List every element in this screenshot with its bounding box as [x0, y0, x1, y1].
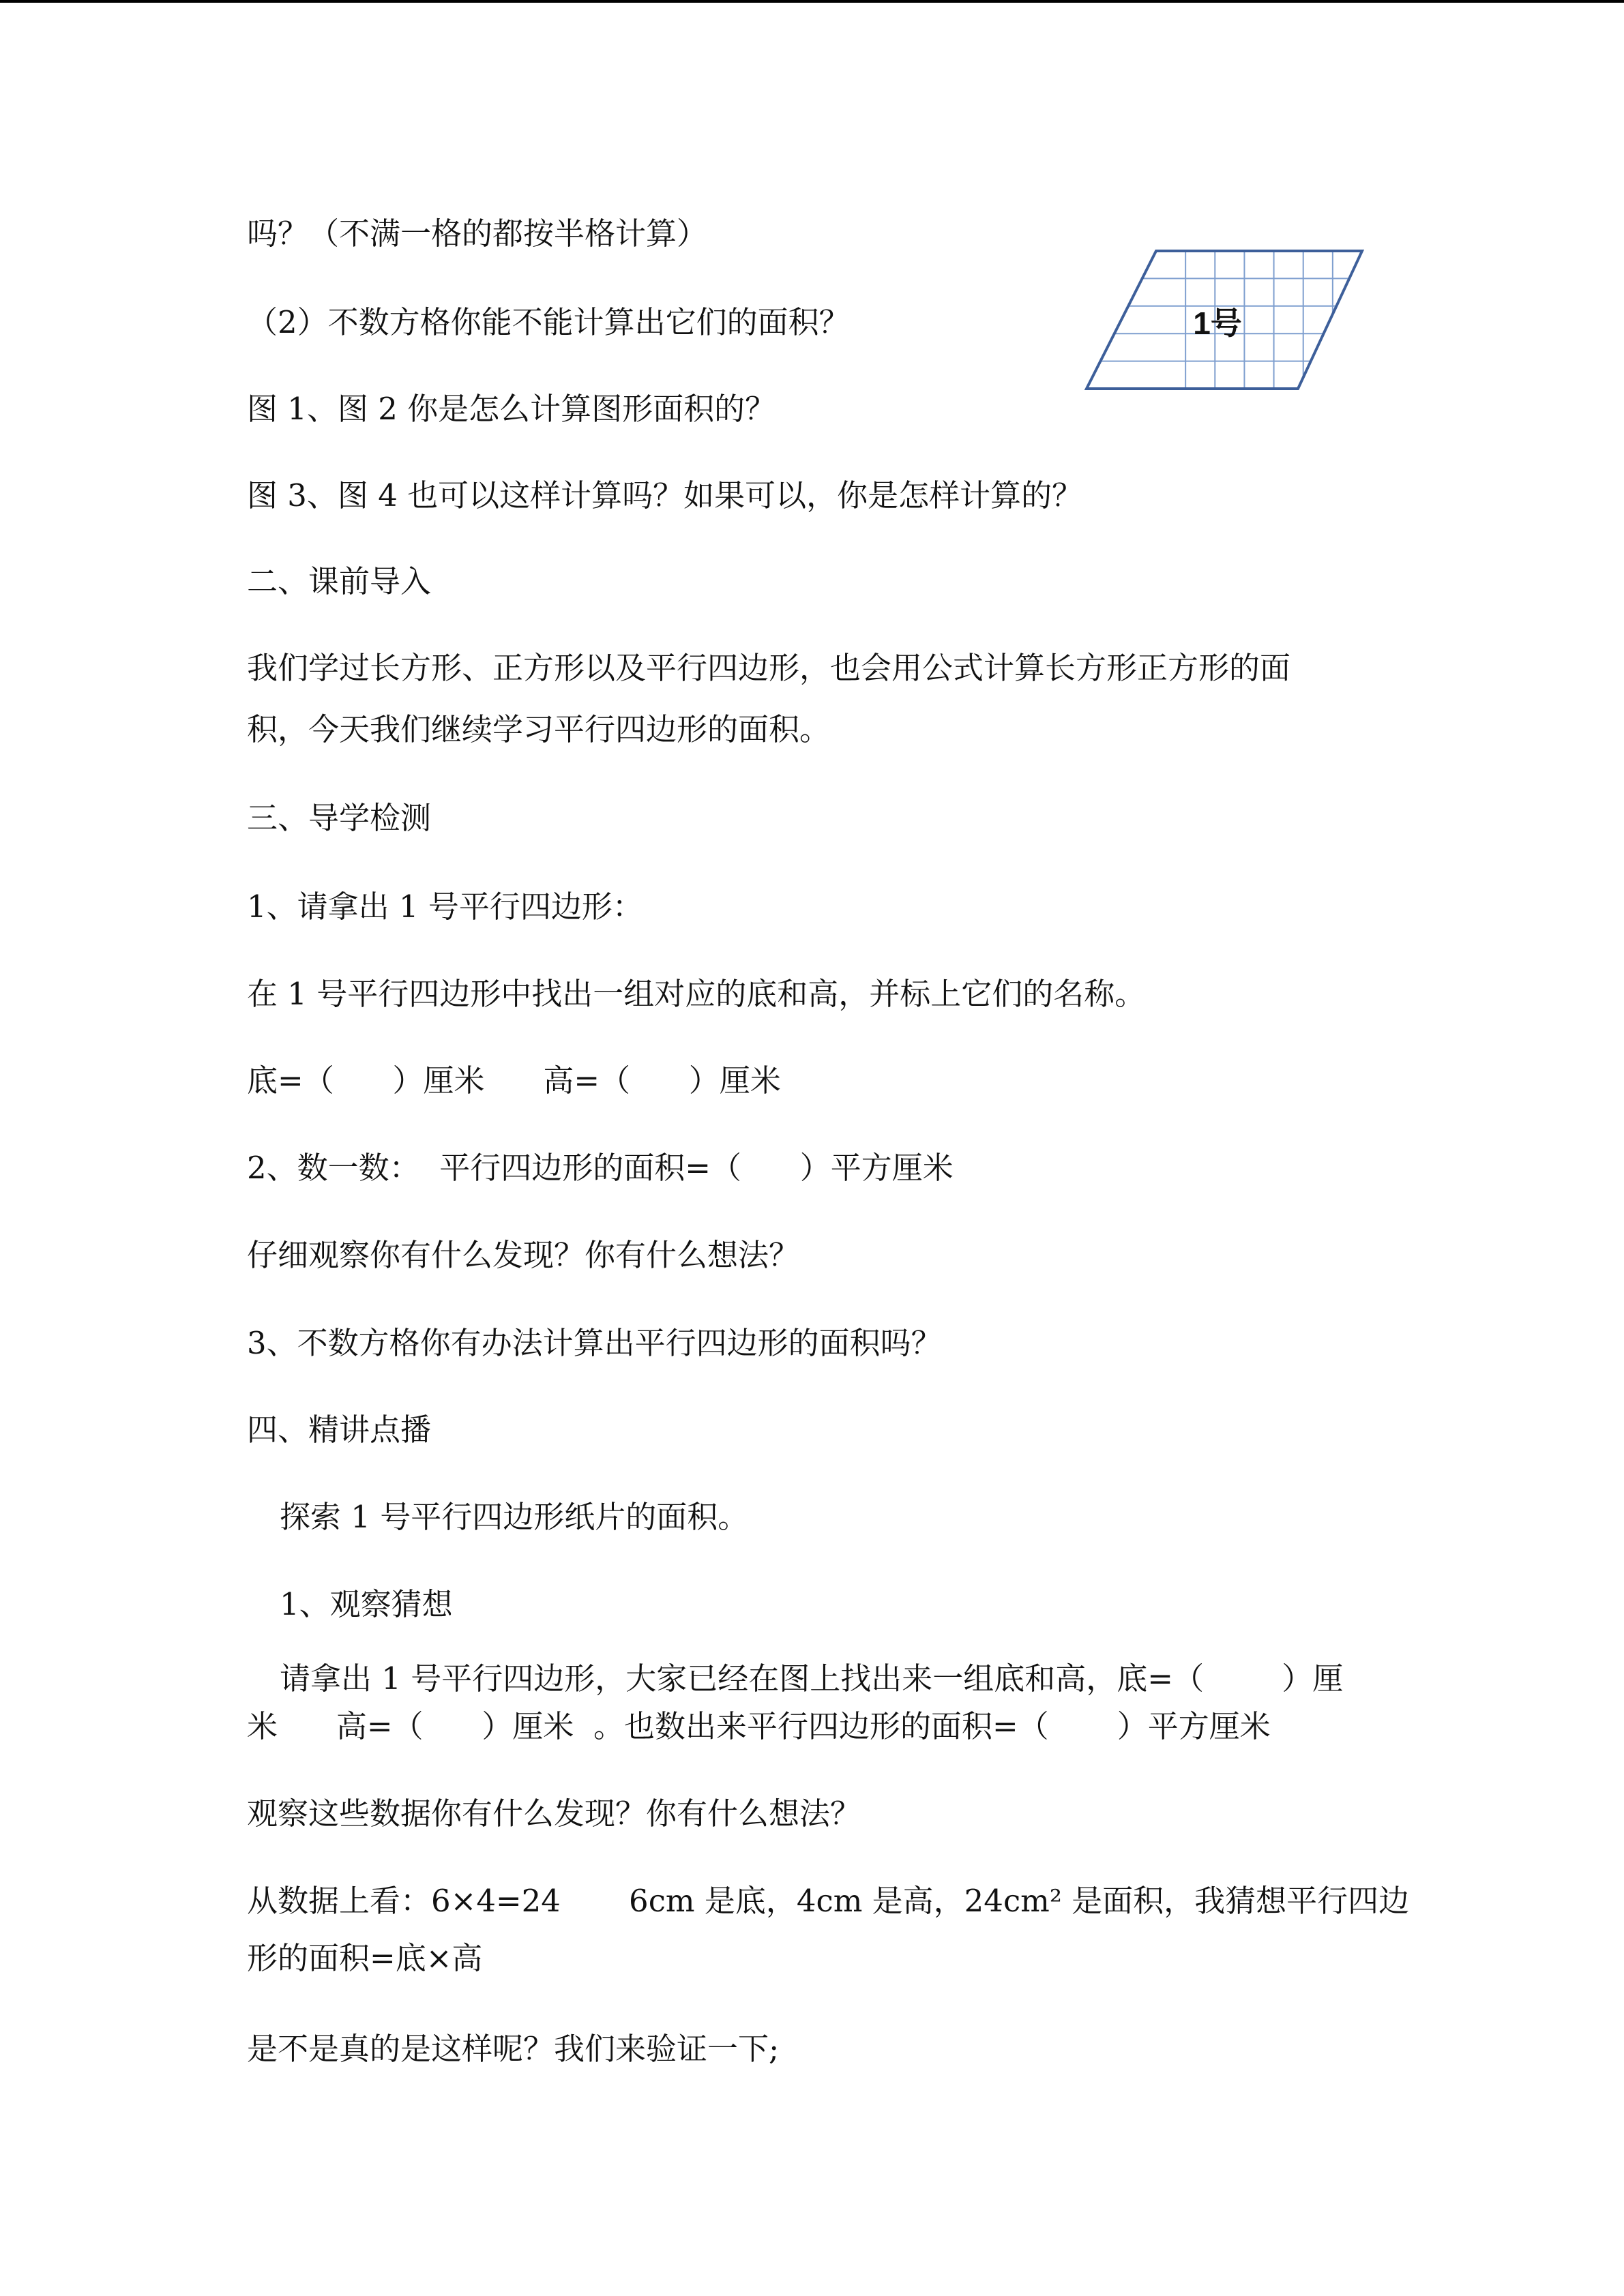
text-line: 图 1、图 2 你是怎么计算图形面积的？ — [247, 391, 776, 427]
text-line: 仔细观察你有什么发现？你有什么想法？ — [247, 1237, 800, 1273]
text-line: 探索 1 号平行四边形纸片的面积。 — [280, 1499, 749, 1535]
text-line: 我们学过长方形、正方形以及平行四边形，也会用公式计算长方形正方形的面 — [247, 650, 1291, 686]
text-line: 形的面积=底×高 — [247, 1940, 483, 1976]
figure-label: 1号 — [1193, 305, 1242, 341]
text-line: 2、数一数： 平行四边形的面积=（ ）平方厘米 — [247, 1150, 954, 1186]
text-line: 吗？（不满一格的都按半格计算） — [247, 215, 708, 252]
text-line: 在 1 号平行四边形中找出一组对应的底和高，并标上它们的名称。 — [247, 976, 1146, 1012]
text-line: 1、观察猜想 — [280, 1586, 453, 1622]
section-heading: 三、导学检测 — [247, 800, 432, 836]
text-line: 1、请拿出 1 号平行四边形： — [247, 889, 643, 925]
section-heading: 四、精讲点播 — [247, 1412, 432, 1448]
text-line: 图 3、图 4 也可以这样计算吗？如果可以，你是怎样计算的？ — [247, 477, 1083, 513]
text-line: 米 高=（ ）厘米 。也数出来平行四边形的面积=（ ）平方厘米 — [247, 1708, 1271, 1744]
section-heading: 二、课前导入 — [247, 563, 432, 599]
text-line: 是不是真的是这样呢？我们来验证一下; — [247, 2031, 780, 2067]
text-line: 3、不数方格你有办法计算出平行四边形的面积吗？ — [247, 1325, 942, 1361]
text-line: 观察这些数据你有什么发现？你有什么想法？ — [247, 1795, 861, 1832]
parallelogram-figure — [1081, 245, 1368, 396]
text-line: 积，今天我们继续学习平行四边形的面积。 — [247, 711, 831, 747]
text-line: （2）不数方格你能不能计算出它们的面积？ — [247, 304, 850, 340]
text-line: 底=（ ）厘米 高=（ ）厘米 — [247, 1062, 781, 1099]
page-top-border — [0, 0, 1624, 3]
text-line: 从数据上看：6×4=24 6cm 是底，4cm 是高，24cm² 是面积，我猜想平行四边 — [247, 1883, 1410, 1919]
text-line: 请拿出 1 号平行四边形，大家已经在图上找出来一组底和高，底=（ ）厘 — [280, 1660, 1344, 1697]
